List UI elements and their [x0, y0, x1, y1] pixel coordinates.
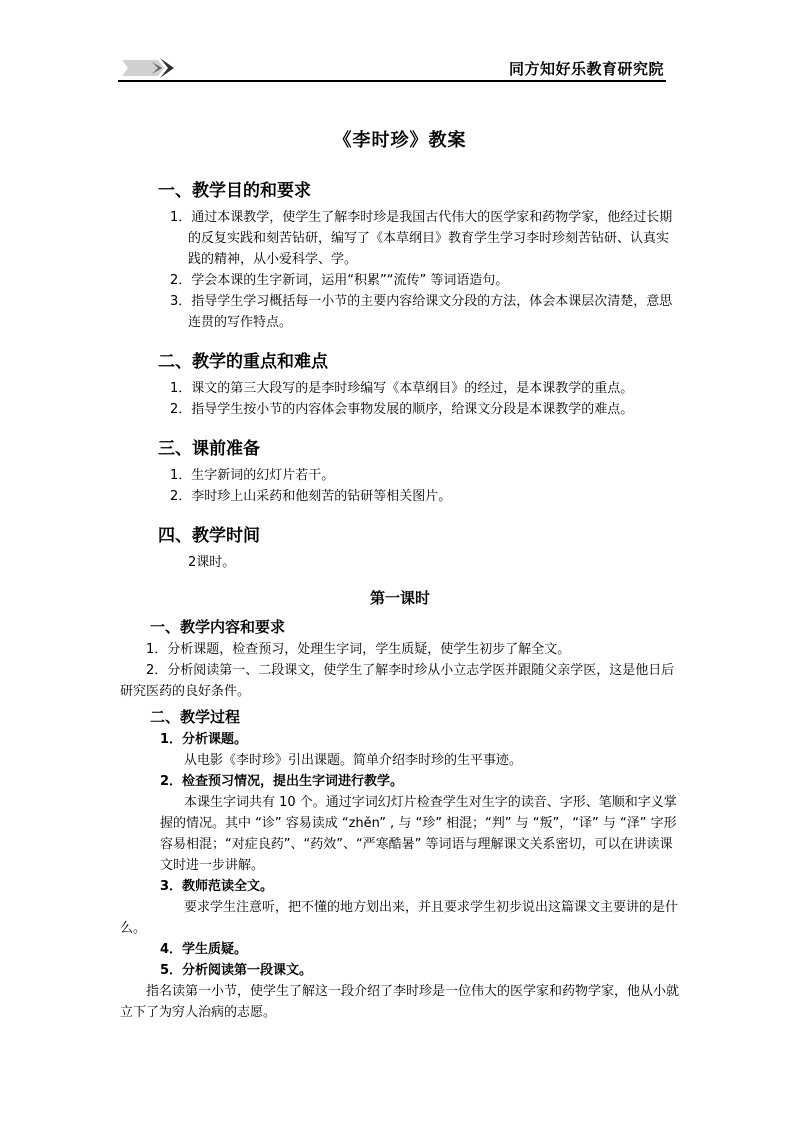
step-body: 从电影《李时珍》引出课题。简单介绍李时珍的生平事迹。: [184, 753, 523, 768]
paragraph: 2．分析阅读第一、二段课文，使学生了解李时珍从小立志学医并跟随父亲学医，这是他日后研究医药的良好条件。: [120, 663, 675, 699]
paragraph: 1．分析课题，检查预习，处理生字词，学生质疑，使学生初步了解全文。: [146, 642, 571, 657]
list-item: 1．课文的第三大段写的是李时珍编写《本草纲目》的经过，是本课教学的重点。: [170, 381, 634, 396]
part-heading: 一、教学内容和要求: [150, 618, 286, 636]
step-body: 本课生字词共有 10 个。通过字词幻灯片检查学生对生字的读音、字形、笔顺和字义掌握的情况。其中 “诊” 容易读成 “zhěn” , 与 “珍” 相混；“判” 与 “叛”，“译” 与 “泽” 字形容易相混；“对症良药”、“药效”、“严寒酷暑” 等词语与理解课文关系密切，可以在讲读课文时进一步讲解。: [160, 795, 677, 873]
list-item: 1．生字新词的幻灯片若干。: [170, 468, 335, 483]
list-item: 2．学会本课的生字新词，运用“积累”“流传” 等词语造句。: [170, 273, 509, 288]
lesson-title: 第一课时: [369, 589, 430, 607]
brand-logo-icon: [118, 56, 180, 80]
step-title: 1．分析课题。: [160, 732, 248, 747]
teaching-time-text: 2课时。: [188, 555, 236, 570]
section-heading: 一、教学目的和要求: [158, 181, 311, 201]
document-title: 《李时珍》教案: [333, 130, 467, 151]
list-item: 2．指导学生按小节的内容体会事物发展的顺序，给课文分段是本课教学的难点。: [170, 402, 634, 417]
lesson-plan-document: [120, 126, 680, 1023]
list-item: 3．指导学生学习概括每一小节的主要内容给课文分段的方法，体会本课层次清楚，意思连贯的写作特点。: [170, 294, 673, 330]
organization-name: 同方知好乐教育研究院: [508, 60, 664, 78]
step-title: 2．检查预习情况，提出生字词进行教学。: [160, 774, 404, 789]
step-title: 5．分析阅读第一段课文。: [160, 963, 313, 978]
section-heading: 四、教学时间: [158, 526, 260, 546]
list-item: 1．通过本课教学，使学生了解李时珍是我国古代伟大的医学家和药物学家，他经过长期的反复实践和刻苦钻研，编写了《本草纲目》教育学生学习李时珍刻苦钻研、认真实践的精神，从小爱科学、学。: [170, 210, 673, 267]
section-heading: 三、课前准备: [158, 439, 260, 459]
section-heading: 二、教学的重点和难点: [158, 352, 328, 372]
part-heading: 二、教学过程: [150, 708, 241, 726]
list-item: 2．李时珍上山采药和他刻苦的钻研等相关图片。: [170, 489, 452, 504]
step-body: 要求学生注意听，把不懂的地方划出来，并且要求学生初步说出这篇课文主要讲的是什么。: [120, 900, 679, 936]
step-title: 4．学生质疑。: [160, 942, 248, 957]
step-title: 3．教师范读全文。: [160, 879, 274, 894]
page-header: [118, 52, 666, 82]
step-body: 指名读第一小节，使学生了解这一段介绍了李时珍是一位伟大的医学家和药物学家，他从小就立下了为穷人治病的志愿。: [120, 984, 680, 1020]
header-rule: [118, 80, 666, 82]
